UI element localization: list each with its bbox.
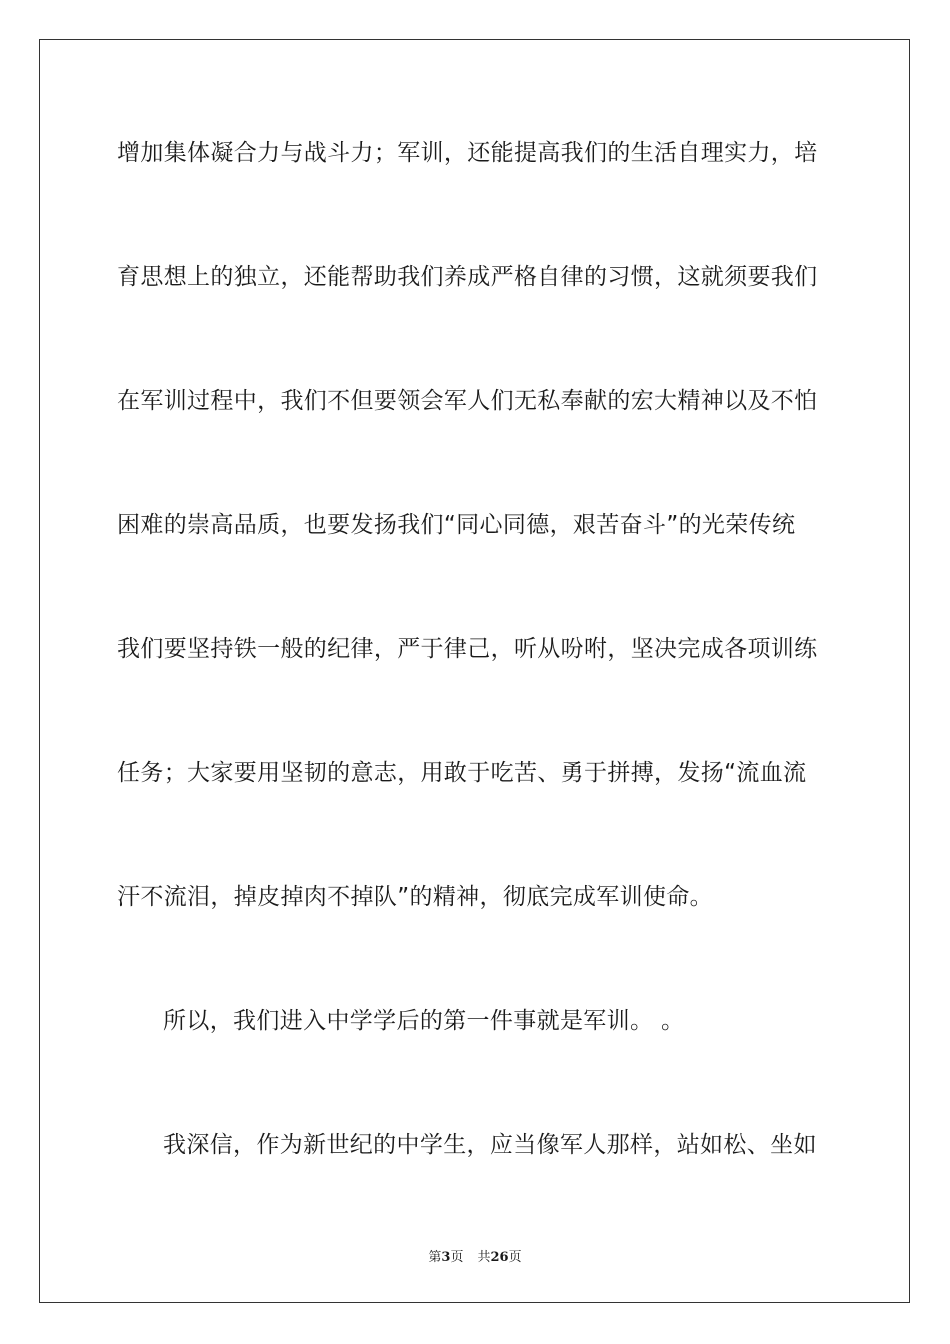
footer-page-prefix: 第: [428, 1250, 442, 1265]
body-text-line: 困难的崇高品质，也要发扬我们“同心同德，艰苦奋斗”的光荣传统: [117, 512, 796, 538]
total-pages-number: 26: [490, 1250, 509, 1265]
body-text-line: 育思想上的独立，还能帮助我们养成严格自律的习惯，这就须要我们: [117, 264, 818, 290]
body-text-line: 在军训过程中，我们不但要领会军人们无私奉献的宏大精神以及不怕: [117, 388, 818, 414]
paragraph-start-line: 所以，我们进入中学学后的第一件事就是军训。 。: [163, 1008, 685, 1034]
paragraph-start-line: 我深信，作为新世纪的中学生，应当像军人那样，站如松、坐如: [163, 1132, 817, 1158]
body-text-line: 增加集体凝合力与战斗力；军训，还能提高我们的生活自理实力，培: [117, 140, 818, 166]
footer-total-prefix: 共: [477, 1250, 491, 1265]
body-text-line: 任务；大家要用坚韧的意志，用敢于吃苦、勇于拼搏，发扬“流血流: [117, 760, 807, 786]
footer-page-suffix: 页: [450, 1250, 464, 1265]
body-text-line: 我们要坚持铁一般的纪律，严于律己，听从吩咐，坚决完成各项训练: [117, 636, 818, 662]
page-footer: [0, 1246, 950, 1265]
current-page-number: 3: [441, 1250, 451, 1265]
footer-total-suffix: 页: [508, 1250, 522, 1265]
page-border: [39, 39, 910, 1303]
body-text-line: 汗不流泪，掉皮掉肉不掉队”的精神，彻底完成军训使命。: [117, 884, 714, 910]
